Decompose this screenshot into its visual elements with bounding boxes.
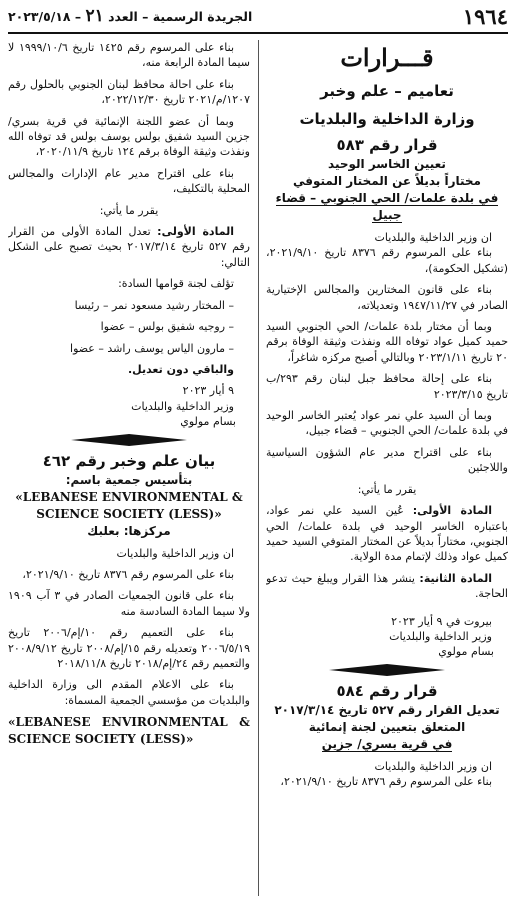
rest-unchanged: والباقي دون تعديل. xyxy=(127,362,234,376)
signer-title: وزير الداخلية والبلديات xyxy=(389,629,492,643)
committee-member: – روجيه شفيق بولس – عضوا xyxy=(100,320,234,334)
signer-name: بسام مولوي xyxy=(180,415,236,429)
article-1: المادة الأولى: تعدل المادة الأولى من القرار رقم ٥٢٧ تاريخ ٢٠١٧/٣/١٤ بحيث تصبح على الشكل التالي: xyxy=(8,225,250,269)
decision-584-para: بناء على المرسوم رقم ٨٣٧٦ تاريخ ٢٠٢١/٩/١٠، xyxy=(280,775,492,789)
decision-584-para: بناء على احالة محافظ لبنان الجنوبي بالحلول رقم ١٢٠٧/م/٢٠٢١ تاريخ ٢٠٢٢/١٢/٣٠، xyxy=(8,77,250,107)
statement-para: بناء على الاعلام المقدم الى وزارة الداخلية والبلديات من مؤسسي الجمعية المسماة: xyxy=(8,678,250,707)
statement-462-title: بيان علم وخبر رقم ٤٦٢ xyxy=(42,451,216,470)
decision-584-para: بناء على المرسوم رقم ١٤٢٥ تاريخ ١٩٩٩/١٠/٦ لا سيما المادة الرابعة منه، xyxy=(8,41,250,70)
signer-title: وزير الداخلية والبلديات xyxy=(131,399,234,413)
decision-583-para: وبما أن السيد علي نمر عواد يُعتبر الخاسر الوحيد في بلدة علمات/ الحي الجنوبي – قضاء جبيل، xyxy=(266,409,508,438)
section-divider xyxy=(266,664,508,676)
decision-583-para: وبما أن مختار بلدة علمات/ الحي الجنوبي السيد حميد كميل عواد توفاه الله ونفذت وثيقة الوفاة برقم ٢٠ تاريخ ٢٠٢٣/١/١١ وبالتالي أصبح مركزه شاغراً، xyxy=(266,320,508,364)
statement-intro: ان وزير الداخلية والبلديات xyxy=(116,546,234,560)
statement-para: بناء على التعميم رقم ١٠/إم/٢٠٠٦ تاريخ ٢٠٠٦/٥/١٩ وتعديله رقم ١٥/إم/٢٠٠٨ تاريخ ٢٠٠٨/٩/١٢ والتعميم رقم ٢٤/إم/٢٠١٨ تاريخ ٢٠١٨/١١/٨ xyxy=(8,626,250,670)
committee-member: – مارون الياس يوسف راشد – عضوا xyxy=(70,341,234,355)
decision-583-subtitle: تعيين الخاسر الوحيد xyxy=(328,157,446,171)
left-column xyxy=(8,40,250,920)
decision-583-title: قرار رقم ٥٨٣ xyxy=(336,136,438,154)
decision-583-subtitle: في بلدة علمات/ الحي الجنوبي – قضاء جبيل xyxy=(275,191,499,222)
decision-584-intro: ان وزير الداخلية والبلديات xyxy=(374,759,492,773)
decision-583-intro: ان وزير الداخلية والبلديات xyxy=(374,231,492,244)
ministry-name: وزارة الداخلية والبلديات xyxy=(299,110,475,128)
statement-462-subtitle: بتأسيس جمعية باسم: xyxy=(65,472,193,487)
decision-584-para: بناء على اقتراح مدير عام الإدارات والمجالس المحلية بالتكليف، xyxy=(8,166,250,196)
decides-line: يقرر ما يأتي: xyxy=(357,482,417,496)
section-title: قـــرارات xyxy=(340,43,434,72)
issue-number: ٢١ xyxy=(85,6,104,26)
page-number: ١٩٦٤ xyxy=(462,3,508,29)
decision-583-para: بناء على اقتراح مدير عام الشؤون السياسية واللاجئين xyxy=(266,445,508,475)
gazette-info xyxy=(8,6,252,26)
association-name-en: SCIENCE SOCIETY (LESS)» xyxy=(36,506,222,521)
decides-line: يقرر ما يأتي: xyxy=(99,203,159,217)
decision-583-subtitle: مختاراً بديلاً عن المختار المتوفي xyxy=(293,174,481,188)
decision-584-subtitle: المتعلق بتعيين لجنة إنمائية xyxy=(308,719,466,734)
decision-584-subtitle: تعديل القرار رقم ٥٢٧ تاريخ ٢٠١٧/٣/١٤ xyxy=(274,702,500,717)
association-hq: مركزها: بعلبك xyxy=(87,523,171,538)
statement-para: بناء على قانون الجمعيات الصادر في ٣ آب ١٩٠٩ ولا سيما المادة السادسة منه xyxy=(8,589,250,618)
association-name-en: «LEBANESE ENVIRONMENTAL & SCIENCE SOCIETY (LESS)» xyxy=(8,715,250,747)
decision-584-title: قرار رقم ٥٨٤ xyxy=(336,681,438,700)
association-name-en: «LEBANESE ENVIRONMENTAL & xyxy=(15,489,243,504)
decision-date: ٩ أيار ٢٠٢٣ xyxy=(182,384,234,398)
gazette-name: الجريدة الرسمية – العدد xyxy=(108,9,253,24)
signer-name: بسام مولوي xyxy=(438,645,494,659)
article-2: المادة الثانية: ينشر هذا القرار ويبلغ حيث تدعو الحاجة. xyxy=(266,571,508,601)
decision-584-para: وبما أن عضو اللجنة الإنمائية في قرية بسري/ جزين السيد شفيق بولس يوسف بولس قد توفاه الله ونفذت وثيقة الوفاة برقم ١٢٤ تاريخ ٢٠٢٠/١١/٩، xyxy=(8,114,250,159)
committee-member: – المختار رشيد مسعود نمر – رئيسا xyxy=(74,298,234,312)
decision-583-para: بناء على قانون المختارين والمجالس الإختيارية الصادر في ١٩٤٧/١١/٢٧ وتعديلاته، xyxy=(266,283,508,312)
decision-583-para: بناء على إحالة محافظ جبل لبنان رقم ٢٩٣/ب تاريخ ٢٠٢٣/٣/١٥ xyxy=(266,372,508,401)
page-header xyxy=(8,0,508,34)
committee-intro: تؤلف لجنة قوامها السادة: xyxy=(118,277,234,291)
decision-584-subtitle: في قرية بسري/ جزين xyxy=(321,736,453,751)
decision-583-para: بناء على المرسوم رقم ٨٣٧٦ تاريخ ٢٠٢١/٩/١٠، (تشكيل الحكومة)، xyxy=(266,246,508,275)
article-1: المادة الأولى: عُين السيد علي نمر عواد، باعتباره الخاسر الوحيد في بلدة علمات/ الحي الجنوبي، مختاراً بديلاً عن المختار المتوفي السيد حميد كميل عواد وذلك لإتمام مدة الولاية. xyxy=(266,504,508,564)
statement-para: بناء على المرسوم رقم ٨٣٧٦ تاريخ ٢٠٢١/٩/١٠، xyxy=(22,567,234,581)
issue-date: – ٢٠٢٣/٥/١٨ xyxy=(8,9,82,24)
section-divider xyxy=(8,434,250,446)
column-divider xyxy=(258,40,259,896)
ministry-line: تعاميم – علم وخبر xyxy=(320,82,454,100)
right-column xyxy=(266,40,508,920)
place-date: بيروت في ٩ أيار ٢٠٢٣ xyxy=(391,614,492,628)
